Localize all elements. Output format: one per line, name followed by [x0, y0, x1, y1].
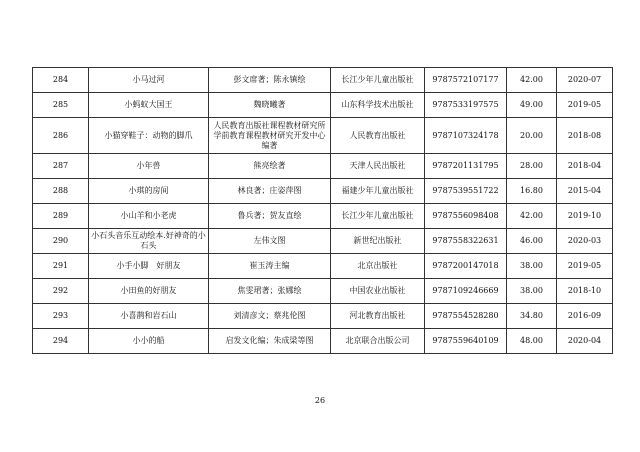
book-title: 小猫穿鞋子：动物的脚爪: [89, 118, 209, 154]
publish-date: 2016-09: [557, 304, 613, 329]
book-author: 彭文席著；陈永镇绘: [209, 68, 331, 93]
table-row: [33, 304, 613, 329]
book-price: 48.00: [507, 329, 557, 354]
row-number: 288: [33, 179, 89, 204]
table-row: [33, 229, 613, 254]
publish-date: 2018-10: [557, 279, 613, 304]
book-publisher: 河北教育出版社: [331, 304, 425, 329]
book-title: 小琪的房间: [89, 179, 209, 204]
publish-date: 2015-04: [557, 179, 613, 204]
book-price: 28.00: [507, 154, 557, 179]
book-publisher: 长江少年儿童出版社: [331, 68, 425, 93]
book-title: 小蚂蚁大国王: [89, 93, 209, 118]
book-title: 小石头音乐互动绘本.好神奇的小石头: [89, 229, 209, 254]
book-isbn: 9787539551722: [425, 179, 507, 204]
publish-date: 2018-08: [557, 118, 613, 154]
book-author: 启发文化编；朱成梁等图: [209, 329, 331, 354]
book-title: 小小的船: [89, 329, 209, 354]
book-table: [32, 67, 613, 354]
book-publisher: 福建少年儿童出版社: [331, 179, 425, 204]
row-number: 292: [33, 279, 89, 304]
book-price: 38.00: [507, 279, 557, 304]
row-number: 294: [33, 329, 89, 354]
book-isbn: 9787559640109: [425, 329, 507, 354]
table-row: [33, 154, 613, 179]
book-title: 小喜鹊和岩石山: [89, 304, 209, 329]
row-number: 293: [33, 304, 89, 329]
book-publisher: 北京联合出版公司: [331, 329, 425, 354]
book-title: 小田鱼的好朋友: [89, 279, 209, 304]
book-title: 小马过河: [89, 68, 209, 93]
row-number: 286: [33, 118, 89, 154]
page-number: 26: [314, 396, 326, 405]
row-number: 291: [33, 254, 89, 279]
book-isbn: 9787533197575: [425, 93, 507, 118]
table-row: [33, 254, 613, 279]
publish-date: 2019-10: [557, 204, 613, 229]
book-price: 46.00: [507, 229, 557, 254]
book-isbn: 9787556098408: [425, 204, 507, 229]
table-row: [33, 93, 613, 118]
row-number: 289: [33, 204, 89, 229]
book-price: 38.00: [507, 254, 557, 279]
book-price: 42.00: [507, 204, 557, 229]
publish-date: 2020-07: [557, 68, 613, 93]
book-title: 小山羊和小老虎: [89, 204, 209, 229]
row-number: 290: [33, 229, 89, 254]
row-number: 287: [33, 154, 89, 179]
book-publisher: 天津人民出版社: [331, 154, 425, 179]
book-price: 42.00: [507, 68, 557, 93]
book-publisher: 山东科学技术出版社: [331, 93, 425, 118]
table-row: [33, 329, 613, 354]
book-isbn: 9787109246669: [425, 279, 507, 304]
book-isbn: 9787200147018: [425, 254, 507, 279]
publish-date: 2019-05: [557, 254, 613, 279]
publish-date: 2020-03: [557, 229, 613, 254]
book-author: 熊亮绘著: [209, 154, 331, 179]
row-number: 284: [33, 68, 89, 93]
book-publisher: 长江少年儿童出版社: [331, 204, 425, 229]
row-number: 285: [33, 93, 89, 118]
book-author: 左伟文图: [209, 229, 331, 254]
book-publisher: 北京出版社: [331, 254, 425, 279]
book-author: 人民教育出版社课程教材研究所学前教育课程教材研究开发中心编著: [209, 118, 331, 154]
book-author: 崔玉涛主编: [209, 254, 331, 279]
book-price: 16.80: [507, 179, 557, 204]
book-publisher: 人民教育出版社: [331, 118, 425, 154]
book-publisher: 中国农业出版社: [331, 279, 425, 304]
publish-date: 2018-04: [557, 154, 613, 179]
table-row: [33, 204, 613, 229]
publish-date: 2019-05: [557, 93, 613, 118]
publish-date: 2020-04: [557, 329, 613, 354]
table-row: [33, 68, 613, 93]
book-author: 焦雯珺著；张娜绘: [209, 279, 331, 304]
book-title: 小手小脚 好朋友: [89, 254, 209, 279]
book-price: 49.00: [507, 93, 557, 118]
book-price: 20.00: [507, 118, 557, 154]
book-isbn: 9787554528280: [425, 304, 507, 329]
book-author: 刘清彦文；蔡兆伦图: [209, 304, 331, 329]
table-row: [33, 179, 613, 204]
book-isbn: 9787201131795: [425, 154, 507, 179]
book-publisher: 新世纪出版社: [331, 229, 425, 254]
book-isbn: 9787558322631: [425, 229, 507, 254]
book-isbn: 9787572107177: [425, 68, 507, 93]
table-row: [33, 279, 613, 304]
book-price: 34.80: [507, 304, 557, 329]
book-author: 林良著；庄姿萍图: [209, 179, 331, 204]
book-author: 魏晓曦著: [209, 93, 331, 118]
book-author: 鲁兵著；贺友直绘: [209, 204, 331, 229]
book-title: 小年兽: [89, 154, 209, 179]
book-isbn: 9787107324178: [425, 118, 507, 154]
table-row: [33, 118, 613, 154]
